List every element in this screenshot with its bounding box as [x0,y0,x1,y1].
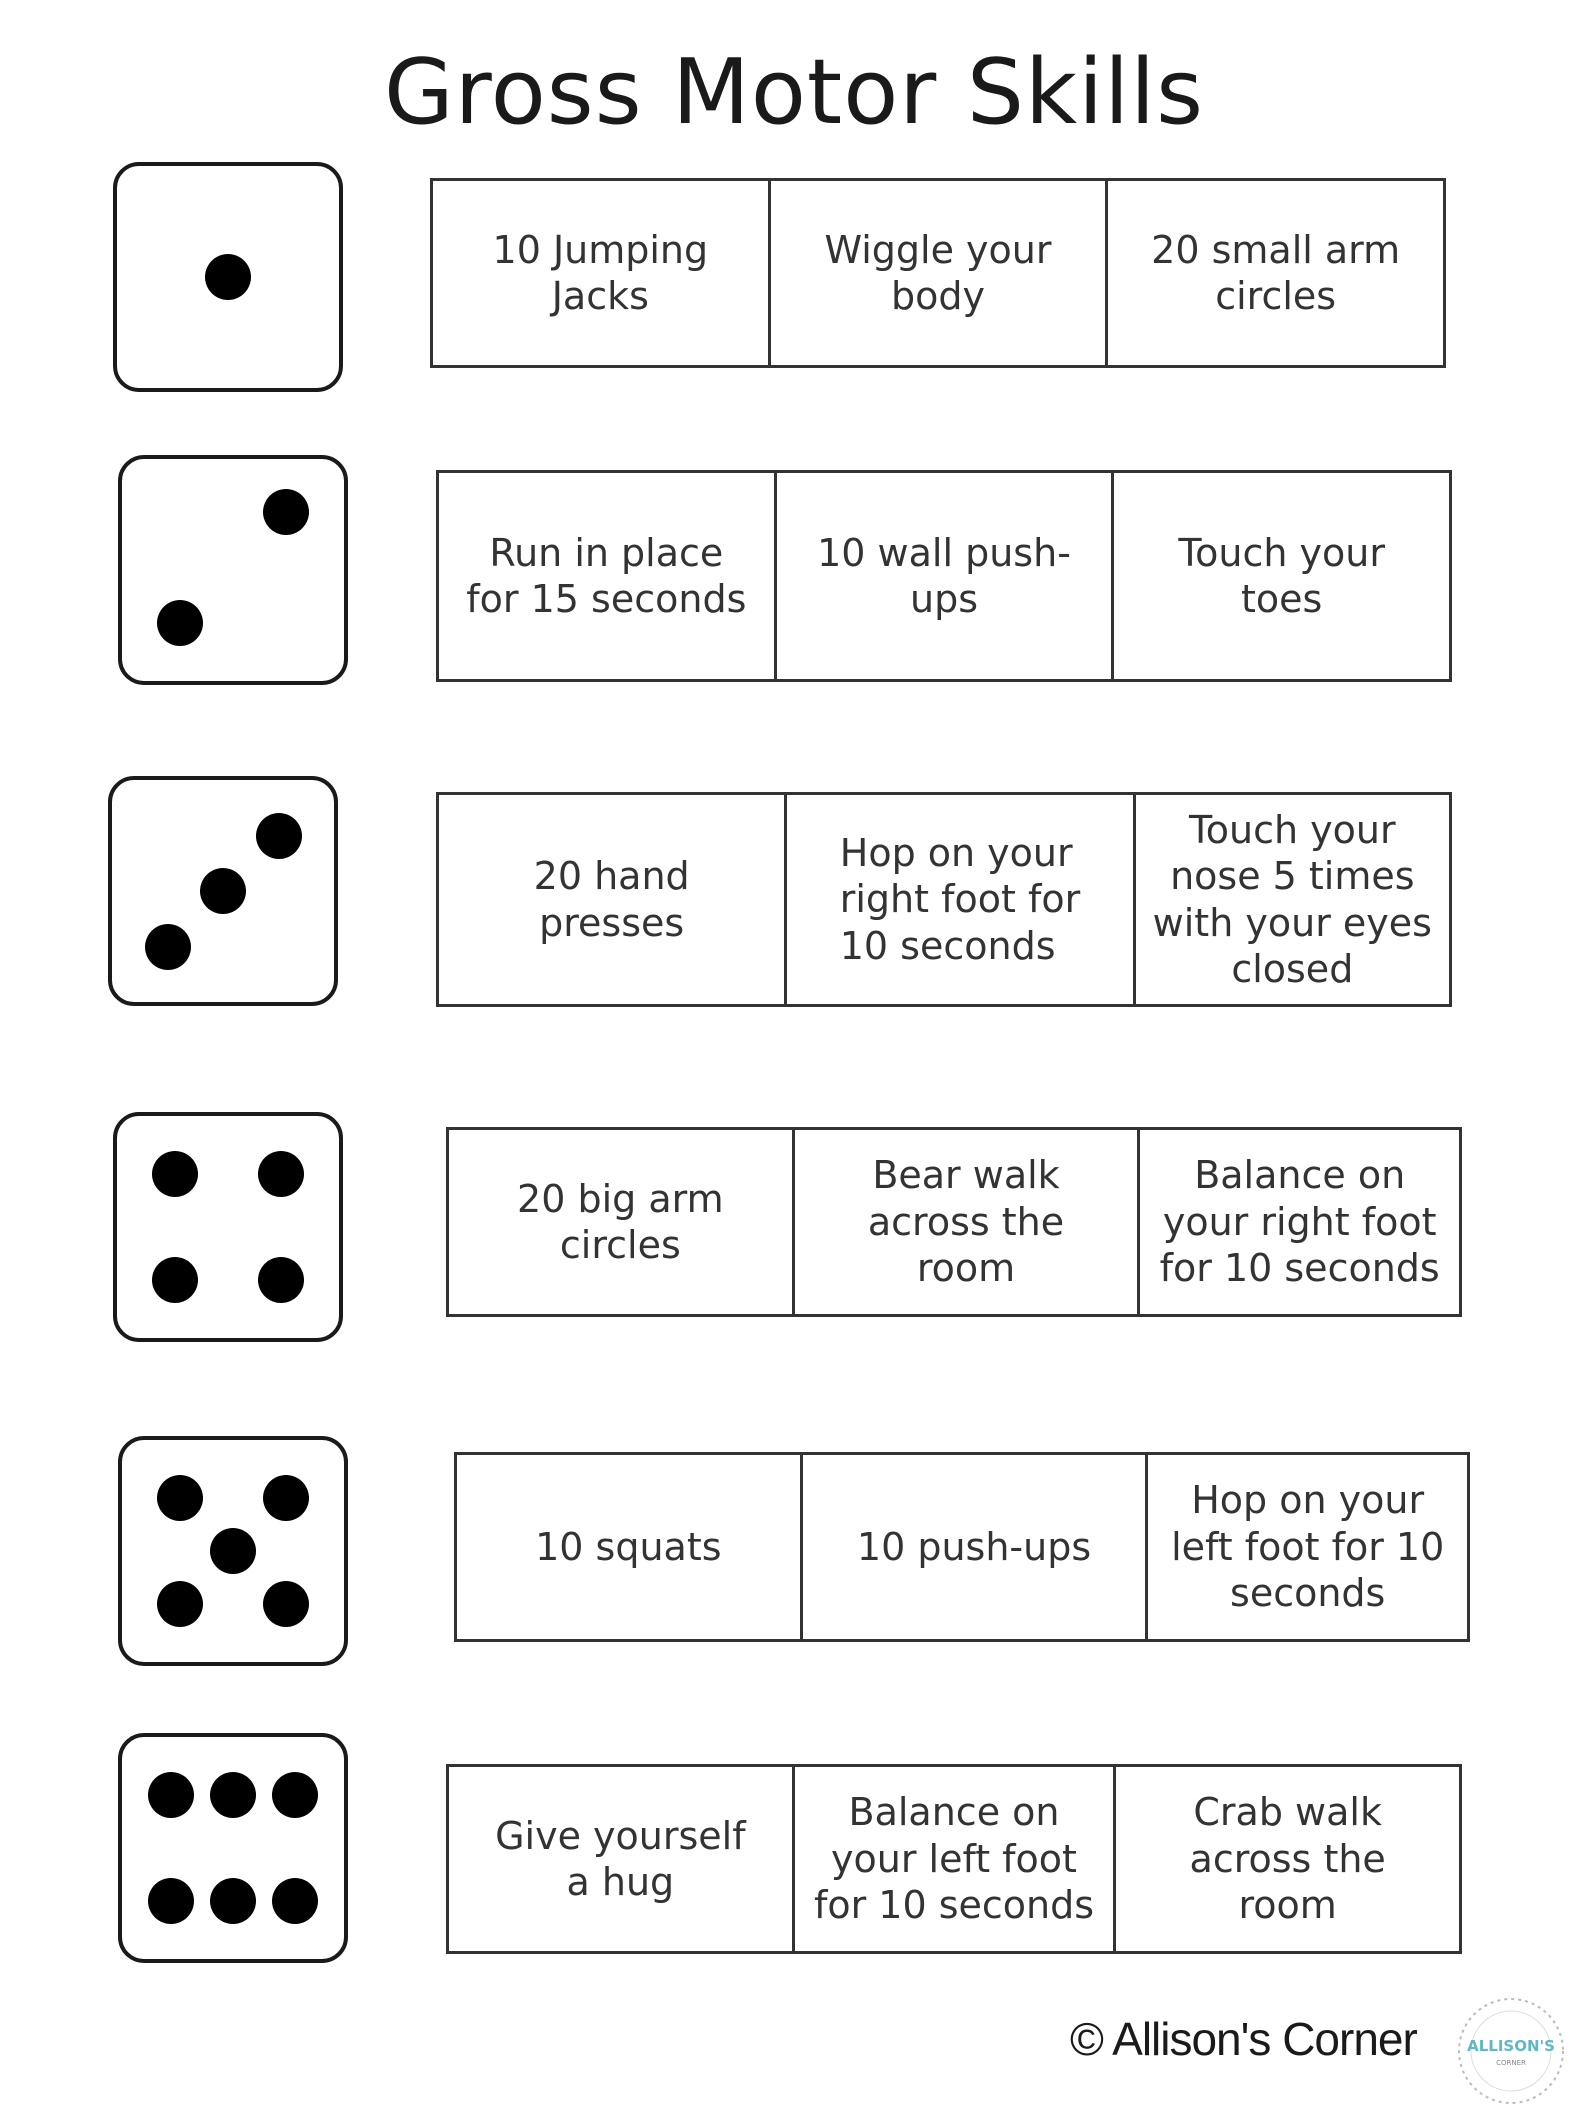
activity-cell: 10 push-ups [800,1455,1146,1639]
pip [148,1878,194,1924]
allisons-corner-logo [1455,1995,1567,2107]
activity-cell: Hop on your right foot for 10 seconds [784,795,1132,1004]
pip [263,1475,309,1521]
activity-cell: Balance on your right foot for 10 seconds [1137,1130,1459,1314]
pip [157,1475,203,1521]
activity-cell: 10 Jumping Jacks [492,227,709,318]
activity-cell: Touch your nose 5 times with your eyes closed [1133,795,1449,1004]
activity-row [454,1452,1470,1642]
activity-cell: 10 squats [535,1524,722,1569]
pip [145,924,191,970]
activity-row [436,470,1452,682]
logo-text: ALLISON'S [1467,2037,1555,2055]
activity-row [446,1764,1462,1954]
activity-cell: 20 small arm circles [1105,181,1443,365]
activity-cell: Hop on your left foot for 10 seconds [1145,1455,1467,1639]
activity-row [436,792,1452,1007]
activity-row [430,178,1446,368]
activity-cell: Run in place for 15 seconds [466,530,747,621]
pip [152,1151,198,1197]
logo-subtext: CORNER [1496,2059,1526,2067]
pip [263,1581,309,1627]
pip [152,1257,198,1303]
pip [272,1878,318,1924]
activity-cell: 20 big arm circles [517,1176,724,1267]
pip [157,1581,203,1627]
pip [258,1257,304,1303]
pip [200,868,246,914]
die-three-icon [108,776,338,1006]
pip [210,1878,256,1924]
activity-row [446,1127,1462,1317]
activity-cell: Bear walk across the room [792,1130,1138,1314]
pip [258,1151,304,1197]
die-four-icon [113,1112,343,1342]
activity-cell: Give yourself a hug [495,1813,746,1904]
die-one-icon [113,162,343,392]
copyright-text: © Allison's Corner [1070,2013,1417,2065]
activity-cell: 10 wall push- ups [774,473,1112,679]
activity-cell: Wiggle your body [768,181,1106,365]
activity-cell: Touch your toes [1111,473,1449,679]
pip [157,600,203,646]
die-five-icon [118,1436,348,1666]
activity-cell: Balance on your left foot for 10 seconds [792,1767,1114,1951]
pip [256,813,302,859]
die-six-icon [118,1733,348,1963]
die-two-icon [118,455,348,685]
pip [272,1772,318,1818]
page-title: Gross Motor Skills [383,40,1205,145]
activity-cell: Crab walk across the room [1113,1767,1459,1951]
pip [205,254,251,300]
pip [263,489,309,535]
pip [148,1772,194,1818]
pip [210,1528,256,1574]
pip [210,1772,256,1818]
activity-cell: 20 hand presses [533,854,690,945]
